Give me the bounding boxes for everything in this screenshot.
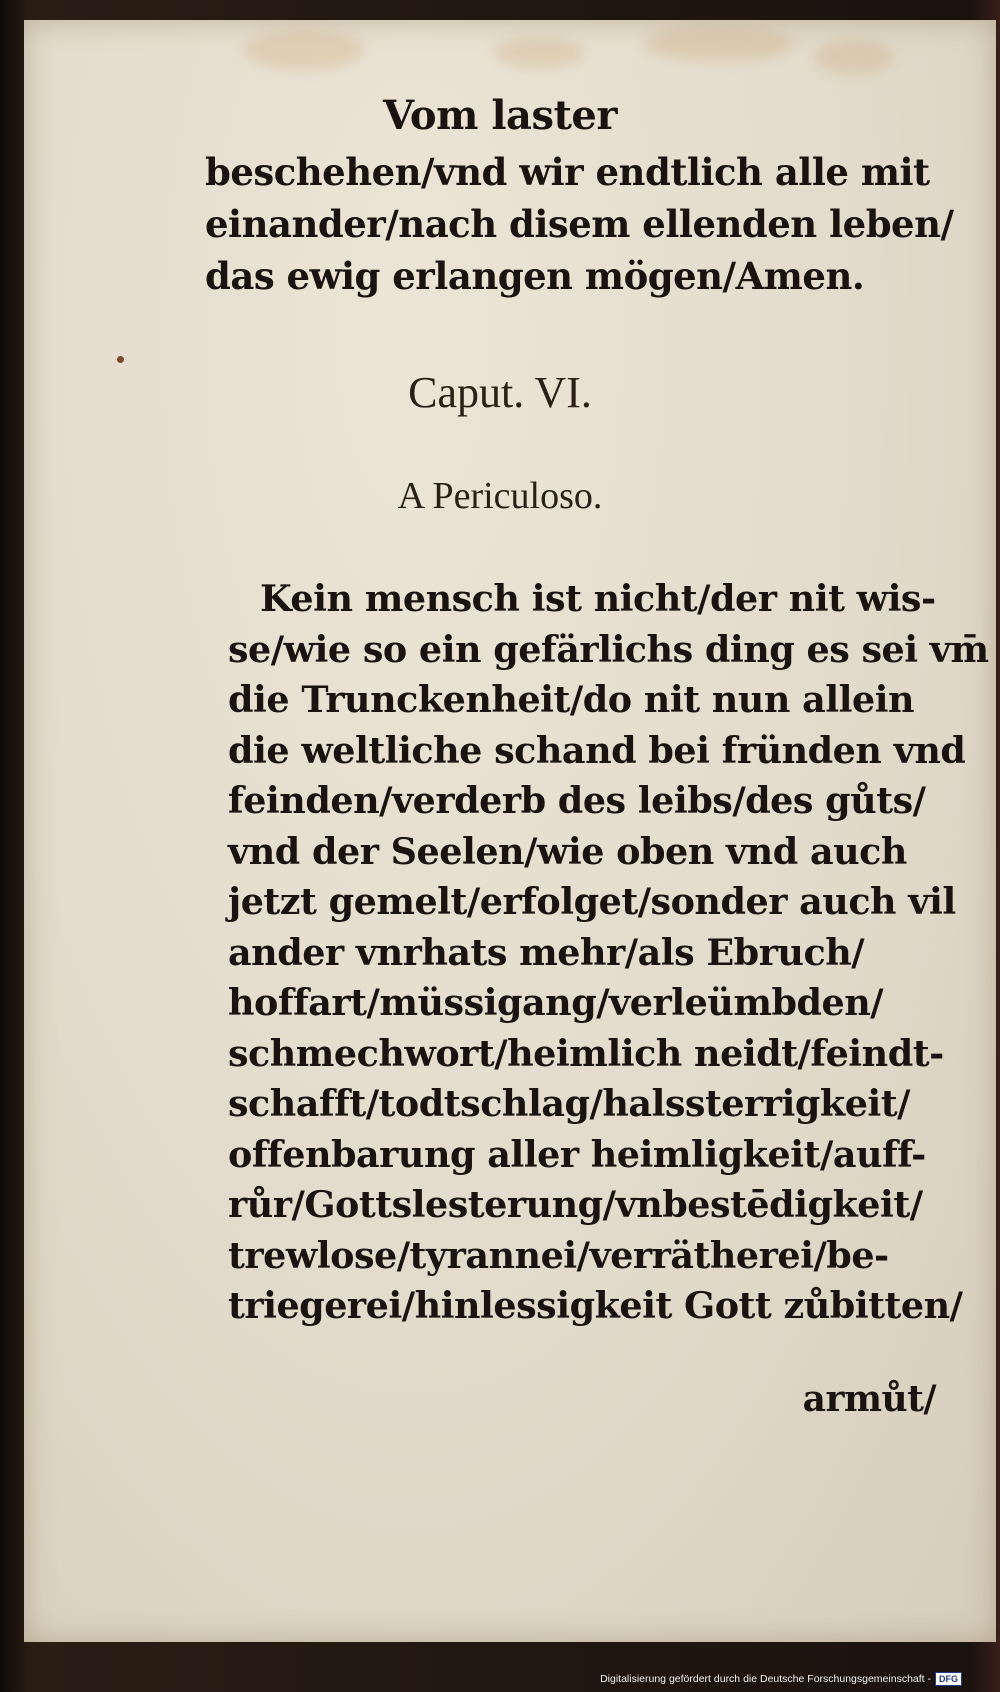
text-line: ander vnrhats mehr/als Ebruch/ xyxy=(228,930,865,974)
text-line: schafft/todtschlag/halssterrigkeit/ xyxy=(228,1082,910,1125)
text-line: einander/nach disem ellenden leben/ xyxy=(205,202,954,246)
page-stain xyxy=(244,30,364,70)
page-stain xyxy=(494,38,584,68)
section-heading: A Periculoso. xyxy=(397,475,603,517)
text-line: die Trunckenheit/do nit nun allein xyxy=(228,678,915,721)
text-line: das ewig erlangen mögen/Amen. xyxy=(205,254,865,298)
catchword: armůt/ xyxy=(802,1378,936,1420)
text-line: offenbarung aller heimligkeit/auff- xyxy=(228,1132,926,1176)
carryover-text xyxy=(205,146,954,302)
text-line: růr/Gottslesterung/vnbestēdigkeit/ xyxy=(228,1183,923,1226)
text-line: hoffart/müssigang/verleümbden/ xyxy=(228,981,884,1024)
text-line: trewlose/tyrannei/verrätherei/be- xyxy=(228,1233,889,1277)
chapter-heading: Caput. VI. xyxy=(408,368,592,417)
text-line: se/wie so ein gefärlichs ding es sei vm̄ xyxy=(228,627,989,671)
dfg-logo-icon: DFG xyxy=(935,1672,962,1686)
text-line: die weltliche schand bei fründen vnd xyxy=(228,728,966,772)
text-line: jetzt gemelt/erfolget/sonder auch vil xyxy=(228,880,956,923)
body-text xyxy=(228,574,989,1332)
text-line: vnd der Seelen/wie oben vnd auch xyxy=(228,829,907,873)
digitization-credit xyxy=(600,1672,962,1686)
text-line: schmechwort/heimlich neidt/feindt- xyxy=(228,1031,944,1075)
running-head: Vom laster xyxy=(383,92,617,139)
text-line: Kein mensch ist nicht/der nit wis- xyxy=(260,577,936,620)
text-line: beschehen/vnd wir endtlich alle mit xyxy=(205,150,930,194)
text-line: feinden/verderb des leibs/des gůts/ xyxy=(228,779,926,822)
ink-speck xyxy=(117,356,124,363)
text-line: triegerei/hinlessigkeit Gott zůbitten/ xyxy=(228,1284,963,1327)
page-stain xyxy=(644,26,794,62)
page-stain xyxy=(814,40,894,74)
credit-text: Digitalisierung gefördert durch die Deutsche Forschungsgemeinschaft - xyxy=(600,1673,931,1685)
